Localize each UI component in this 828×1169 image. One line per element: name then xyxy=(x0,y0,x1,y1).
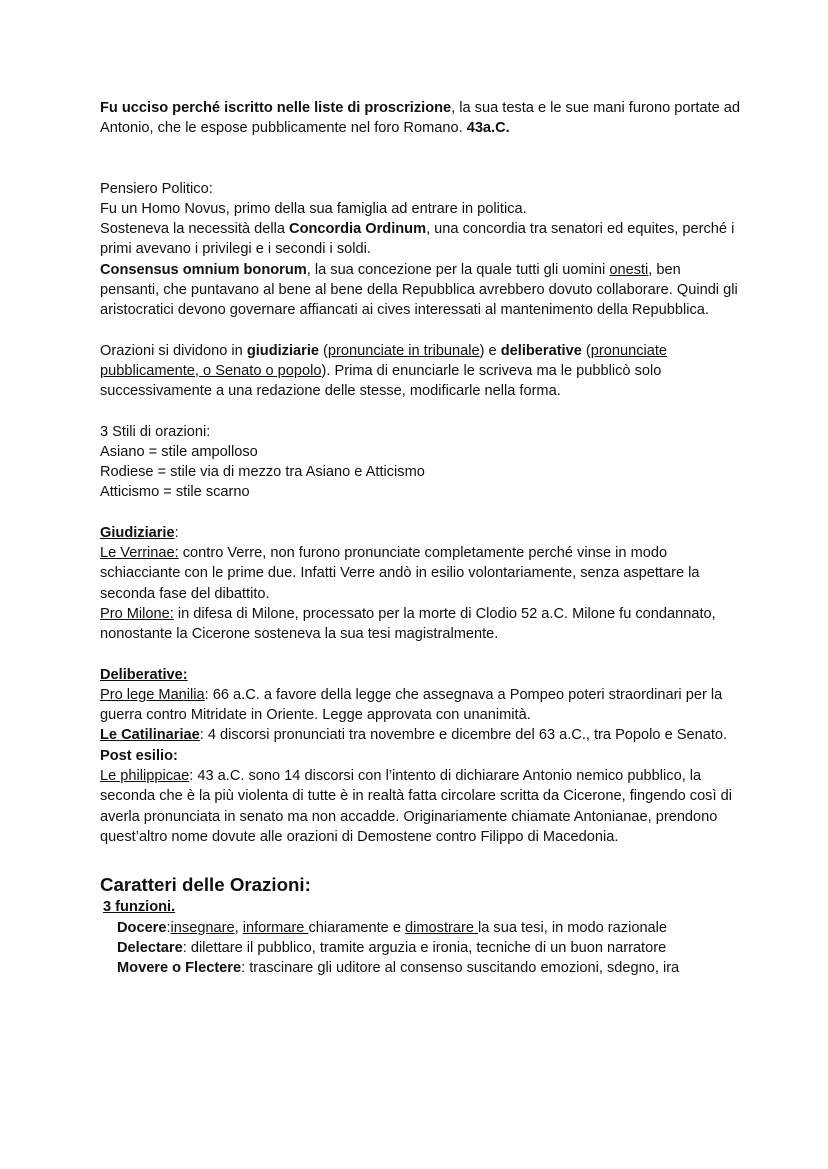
catilinariae-text: : 4 discorsi pronunciati tra novembre e dicembre del 63 a.C., tra Popolo e Senato. xyxy=(199,727,728,744)
movere-text: : trascinare gli uditore al consenso suscitando emozioni, sdegno, ira xyxy=(241,960,680,977)
delectare-line xyxy=(100,938,740,958)
philippicae-title: Le philippicae xyxy=(100,768,190,785)
verrinae-paragraph xyxy=(100,543,740,604)
orazioni-paragraph xyxy=(100,341,740,402)
philippicae-paragraph xyxy=(100,766,740,847)
post-esilio-heading xyxy=(100,746,740,766)
informare-word: informare xyxy=(242,919,309,936)
document-page xyxy=(100,98,740,978)
verrinae-title: Le Verrinae: xyxy=(100,545,179,562)
deliberative-section xyxy=(100,665,740,848)
intro-date: 43a.C. xyxy=(466,120,510,137)
intro-bold: Fu ucciso perché iscritto nelle liste di proscrizione xyxy=(100,100,452,116)
consensus-omnium: Consensus omnium bonorum xyxy=(100,261,307,278)
pensiero-section xyxy=(100,179,740,321)
delectare-text: : dilettare il pubblico, tramite arguzia e ironia, tecniche di un buon narratore xyxy=(182,939,667,956)
giudiziarie-title: Giudiziarie xyxy=(100,524,175,541)
giudiziarie-colon: : xyxy=(174,524,179,541)
intro-paragraph xyxy=(100,98,740,139)
caratteri-section xyxy=(100,873,740,978)
pensiero-line-3 xyxy=(100,260,740,321)
pensiero-l3-text: , la sua concezione per la quale tutti gli uomini xyxy=(306,261,610,278)
giudiziarie-section xyxy=(100,523,740,645)
pensiero-title: Pensiero Politico: xyxy=(100,180,213,197)
pronunciate-tribunale: pronunciate in tribunale xyxy=(327,342,480,359)
stile-atticismo: Atticismo = stile scarno xyxy=(100,484,250,501)
docere-label: Docere xyxy=(117,919,167,936)
docere-mid: chiaramente e xyxy=(308,919,406,936)
orazioni-text-e: ) e xyxy=(479,342,501,359)
manilia-paragraph xyxy=(100,685,740,726)
docere-colon: : xyxy=(166,919,171,936)
caratteri-title: Caratteri delle Orazioni: xyxy=(100,874,311,896)
pensiero-l2-text: Sosteneva la necessità della xyxy=(100,221,290,238)
post-esilio: Post esilio: xyxy=(100,747,178,764)
stile-asiano: Asiano = stile ampolloso xyxy=(100,443,258,460)
concordia-ordinum: Concordia Ordinum xyxy=(289,221,427,238)
giudiziarie-word: giudiziarie xyxy=(246,342,319,359)
docere-end: la sua tesi, in modo razionale xyxy=(478,919,668,936)
manilia-text: : 66 a.C. a favore della legge che assegnava a Pompeo poteri straordinari per la guerra contro Mitridate in Oriente. Legge approvata con unanimità. xyxy=(100,686,723,724)
deliberative-word: deliberative xyxy=(500,342,582,359)
stili-title: 3 Stili di orazioni: xyxy=(100,423,211,440)
milone-title: Pro Milone: xyxy=(100,605,174,622)
docere-line xyxy=(100,918,740,938)
stili-section xyxy=(100,422,740,503)
funzioni-heading: 3 funzioni. xyxy=(103,899,176,916)
orazioni-text-a: Orazioni si dividono in xyxy=(100,342,247,359)
pensiero-line-2 xyxy=(100,219,740,260)
pensiero-l2-rest: , una concordia tra senatori ed equites, perché i primi avevano i privilegi e i secondi i soldi. xyxy=(100,221,735,258)
catilinariae-title: Le Catilinariae xyxy=(100,727,200,744)
orazioni-text-i: ). Prima di enunciarle le scriveva ma le pubblicò solo successivamente a una redazione delle stesse, modificarle nella forma. xyxy=(100,362,662,400)
stile-rodiese: Rodiese = stile via di mezzo tra Asiano e Atticismo xyxy=(100,464,425,481)
intro-text: , la sua testa e le sue mani furono portate ad Antonio, che le espose pubblicamente nel foro Romano. xyxy=(100,100,740,137)
catilinariae-paragraph xyxy=(100,725,740,745)
orazioni-text-g: ( xyxy=(581,342,591,359)
manilia-title: Pro lege Manilia xyxy=(100,686,205,703)
onesti-word: onesti xyxy=(609,261,649,278)
docere-sep: , xyxy=(234,919,243,936)
verrinae-text: contro Verre, non furono pronunciate completamente perché vinse in modo schiacciante con le prime due. Infatti Verre andò in esilio volontariamente, senza aspettare la seconda fase del dibattito. xyxy=(100,545,700,602)
giudiziarie-heading xyxy=(100,523,740,543)
movere-label: Movere o Flectere xyxy=(117,960,242,977)
dimostrare-word: dimostrare xyxy=(405,919,479,936)
insegnare-word: insegnare xyxy=(170,919,235,936)
pronunciate-pubblicamente: pronunciate pubblicamente, o Senato o popolo xyxy=(100,342,668,379)
deliberative-heading xyxy=(100,665,740,685)
milone-paragraph xyxy=(100,604,740,645)
pensiero-line-1: Fu un Homo Novus, primo della sua famiglia ad entrare in politica. xyxy=(100,200,527,217)
deliberative-title: Deliberative: xyxy=(100,666,188,683)
milone-text: in difesa di Milone, processato per la morte di Clodio 52 a.C. Milone fu condannato, nonostante la Cicerone sosteneva la sua tesi magistralmente. xyxy=(100,605,716,643)
pensiero-l3-rest: , ben pensanti, che puntavano al bene al bene della Repubblica avrebbero dovuto collaborare. Quindi gli aristocratici devono governare affiancati ai cives interessati al mantenimento della Repubblica. xyxy=(100,261,738,319)
movere-line xyxy=(100,958,740,978)
delectare-label: Delectare xyxy=(117,939,183,956)
orazioni-text-c: ( xyxy=(319,342,328,359)
philippicae-text: : 43 a.C. sono 14 discorsi con l’intento di dichiarare Antonio nemico pubblico, la seconda che è la più violenta di tutte è in realtà fatta circolare scritta da Cicerone, fingendo così di averla pronunciata in senato ma non accadde. Originariamente chiamate Antonianae, prendono quest’altro nome dovute alle orazioni di Demostene contro Filippo di Macedonia. xyxy=(100,768,732,845)
